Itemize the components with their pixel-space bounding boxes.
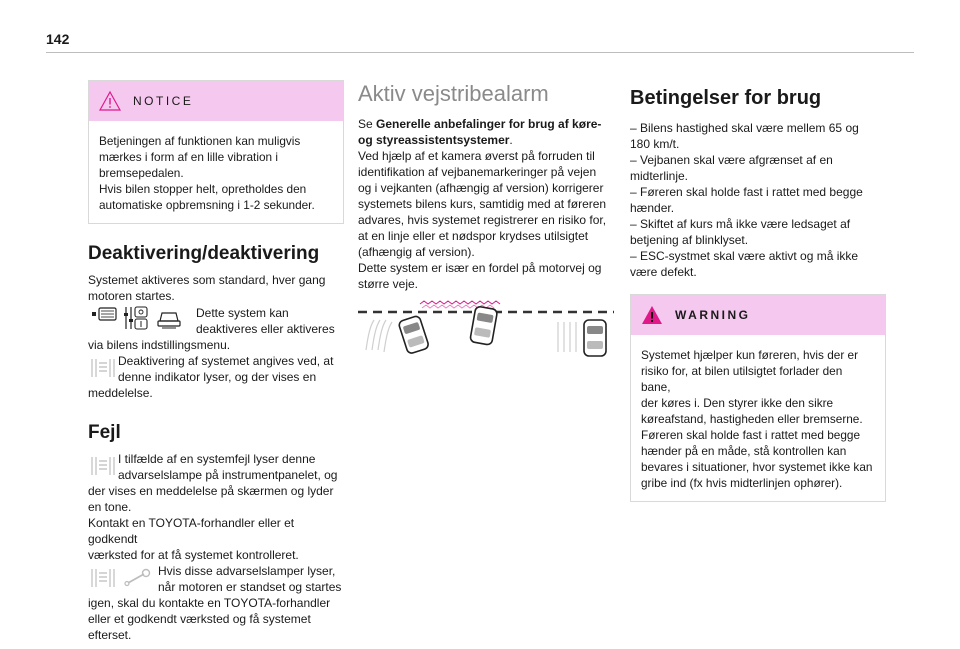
text-line: advares, hvis systemet registrerer en risiko for,: [358, 213, 607, 227]
column-middle: [358, 80, 614, 292]
alarm-heading: Aktiv vejstribealarm: [358, 81, 549, 106]
text-line: Dette system er især en fordel på motorvej og: [358, 261, 602, 275]
deactivation-intro: [88, 272, 344, 304]
indicator-row: [88, 353, 344, 385]
settings-text: [188, 305, 344, 337]
notice-line: mærkes i form af en lille vibration i: [99, 150, 278, 164]
list-item: – Vejbanen skal være afgrænset af en: [630, 153, 833, 167]
text-line: Ved hjælp af et kamera øverst på forruden til: [358, 149, 595, 163]
warning-line: hænder på en måde, stå kontrollen kan: [641, 444, 847, 458]
text-line: en tone.: [88, 500, 132, 514]
fault-lamp-text: [118, 451, 344, 483]
alarm-reference: [358, 116, 614, 148]
conditions-list: [630, 120, 886, 280]
wrench-row: [88, 563, 344, 595]
text-line: deaktiveres eller aktiveres: [196, 322, 335, 336]
text-line: advarselslampe på instrumentpanelet, og: [118, 468, 338, 482]
column-right: [630, 80, 886, 502]
notice-line: automatiske opbremsning i 1-2 sekunder.: [99, 198, 315, 212]
text-line: og i vejkanten (afhængig af version) korrigerer: [358, 181, 604, 195]
lane-indicator-icon: [88, 353, 118, 381]
settings-menu-icons: [88, 305, 188, 331]
text-line: (afhængig af version).: [358, 245, 475, 259]
text-line: Deaktivering af systemet angives ved, at: [118, 354, 334, 368]
notice-line: Hvis bilen stopper helt, opretholdes den: [99, 182, 307, 196]
notice-line: bremsepedalen.: [99, 166, 184, 180]
list-item: betjening af blinklyset.: [630, 233, 749, 247]
warning-line: Systemet hjælper kun føreren, hvis der er: [641, 348, 859, 362]
notice-header: [89, 81, 343, 121]
warning-line: køreafstand, hastigheden eller bremserne.: [641, 412, 863, 426]
notice-body: [89, 121, 343, 223]
reference-suffix: .: [509, 133, 513, 147]
text-line: når motoren er standset og startes: [158, 580, 342, 594]
list-item: – Skiftet af kurs må ikke være ledsaget af: [630, 217, 851, 231]
text-line: der vises en meddelelse på skærmen og lyder: [88, 484, 334, 498]
lane-icon: [92, 569, 114, 587]
reference-prefix: Se: [358, 117, 377, 131]
notice-box: [88, 80, 344, 224]
text-line: igen, skal du kontakte en TOYOTA-forhandler: [88, 596, 331, 610]
wrench-icon: [125, 570, 150, 586]
warning-triangle-icon: [641, 305, 663, 325]
conditions-heading: Betingelser for brug: [630, 87, 822, 109]
reference-link: Generelle anbefalinger for brug af køre-: [376, 117, 602, 131]
car-3: [584, 320, 606, 356]
settings-row: [88, 305, 344, 337]
list-item: – Føreren skal holde fast i rattet med begge: [630, 185, 863, 199]
warning-box: [630, 294, 886, 502]
car-2: [470, 306, 498, 345]
deactivation-heading: Deaktivering/deaktivering: [88, 243, 320, 264]
warning-body: [631, 335, 885, 501]
text-line: Kontakt en TOYOTA-forhandler eller et godkendt: [88, 516, 295, 546]
warning-header: [631, 295, 885, 335]
list-item: – Bilens hastighed skal være mellem 65 og: [630, 121, 859, 135]
warning-line: Føreren skal holde fast i rattet med begge: [641, 428, 861, 442]
notice-title: NOTICE: [133, 94, 194, 108]
text-line: I tilfælde af en systemfejl lyser denne: [118, 452, 316, 466]
list-item: midterlinje.: [630, 169, 689, 183]
car-1: [398, 315, 429, 354]
alarm-body: [358, 148, 614, 292]
text-line: motoren startes.: [88, 289, 175, 303]
warning-line: bevares i situationer, hvor systemet ikke kan: [641, 460, 873, 474]
car-front-icon: [158, 313, 180, 328]
page-number: 142: [46, 31, 70, 47]
fejl-heading: Fejl: [88, 422, 121, 443]
text-line: Dette system kan: [196, 306, 289, 320]
warning-title: WARNING: [675, 308, 751, 322]
driving-settings-icon: [124, 307, 147, 329]
screen-menu-icon: [92, 308, 116, 320]
wrench-tail: [88, 595, 344, 643]
list-item: 180 km/t.: [630, 137, 680, 151]
text-line: identifikation af vejbanemarkeringer på vejen: [358, 165, 597, 179]
text-line: denne indikator lyser, og der vises en: [118, 370, 317, 384]
caution-triangle-icon: [99, 91, 121, 111]
list-item: – ESC-systmet skal være aktivt og må ikke: [630, 249, 859, 263]
lane-warning-lamp-icon: [88, 451, 118, 479]
warning-zigzag: [420, 301, 500, 308]
text-line: Hvis disse advarselslamper lyser,: [158, 564, 336, 578]
list-item: være defekt.: [630, 265, 697, 279]
fault-lamp-tail: [88, 483, 344, 563]
indicator-tail: meddelelse.: [88, 386, 153, 400]
text-line: større veje.: [358, 277, 419, 291]
text-line: at en linje eller et nødspor krydses utilsigtet: [358, 229, 589, 243]
header-rule: [46, 52, 914, 53]
text-line: værksted for at få systemet kontrolleret.: [88, 548, 299, 562]
list-item: hænder.: [630, 201, 675, 215]
column-left: [88, 80, 344, 643]
reference-link: og styreassistentsystemer: [358, 133, 510, 147]
warning-line: der køres i. Den styrer ikke den sikre: [641, 396, 834, 410]
warning-lamps-icons: [88, 563, 158, 591]
text-line: Systemet aktiveres som standard, hver gang: [88, 273, 326, 287]
fault-lamp-row: [88, 451, 344, 483]
warning-line: risiko for, at bilen utilsigtet forlader den bane,: [641, 364, 843, 394]
wrench-text: [158, 563, 344, 595]
indicator-text: [118, 353, 344, 385]
notice-line: Betjeningen af funktionen kan muligvis: [99, 134, 301, 148]
text-line: systemets bilens kurs, samtidig med at føreren: [358, 197, 607, 211]
text-line: efterset.: [88, 628, 132, 642]
lane-departure-illustration: [358, 288, 614, 358]
text-line: eller et godkendt værksted og få systemet: [88, 612, 311, 626]
settings-tail: via bilens indstillingsmenu.: [88, 338, 231, 352]
warning-line: gribe ind (fx hvis midterlinjen ophører).: [641, 476, 843, 490]
